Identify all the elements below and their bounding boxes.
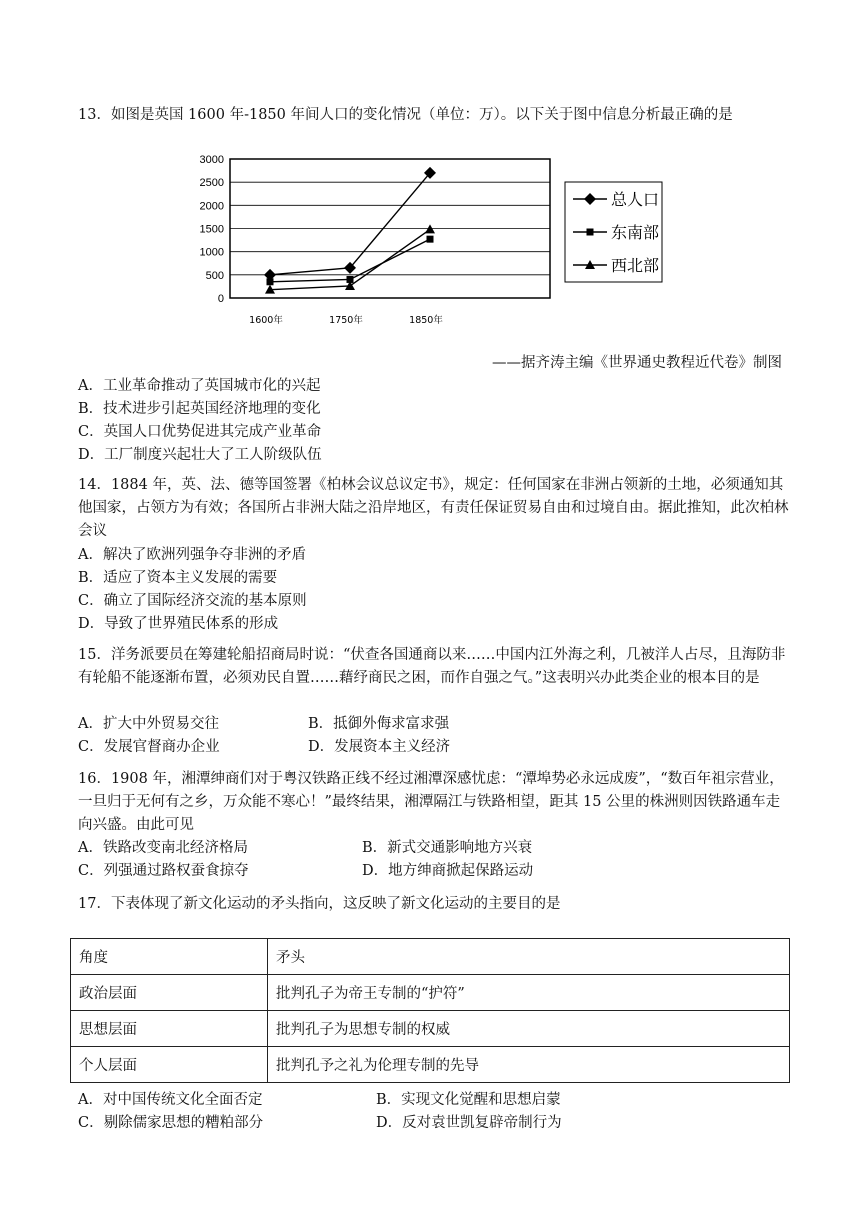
q13-option-d[interactable]: D．工厂制度兴起壮大了工人阶级队伍 — [78, 447, 322, 463]
x-tick-label: 1600年 — [249, 315, 283, 326]
q14-option-a[interactable]: A．解决了欧洲列强争夺非洲的矛盾 — [78, 547, 306, 563]
q17-option-a[interactable]: A．对中国传统文化全面否定 — [78, 1092, 263, 1108]
q16-option-c[interactable]: C．列强通过路权蚕食掠夺 — [78, 863, 249, 879]
q13-option-a[interactable]: A．工业革命推动了英国城市化的兴起 — [78, 378, 321, 394]
q17-option-d[interactable]: D．反对袁世凯复辟帝制行为 — [376, 1115, 562, 1131]
table-header-angle: 角度 — [71, 939, 268, 975]
q16-option-b[interactable]: B．新式交通影响地方兴衰 — [362, 840, 533, 856]
table-cell: 批判孔子为思想专制的权威 — [268, 1011, 790, 1047]
q15-stem: 15．洋务派要员在筹建轮船招商局时说：“伏查各国通商以来……中国内江外海之利，几被洋人占尽，且海防非有轮船不能逐渐布置，必须劝民自置……藉纾商民之困，而作自强之气。”这表明兴办此类企业的根本目的是 — [78, 647, 786, 686]
x-tick-label: 1850年 — [409, 315, 443, 326]
table-cell: 个人层面 — [71, 1047, 268, 1083]
q16-stem: 16．1908 年，湘潭绅商们对于粤汉铁路正线不经过湘潭深感忧虑：“潭埠势必永远成废”，“数百年祖宗营业，一旦归于无何有之乡，万众能不寒心！”最终结果，湘潭隔江与铁路相望，距其 15 公里的株洲则因铁路通车走向兴盛。由此可见 — [78, 771, 784, 833]
y-tick-label: 500 — [205, 269, 224, 282]
x-tick-label: 1750年 — [329, 315, 363, 326]
q17-option-b[interactable]: B．实现文化觉醒和思想启蒙 — [376, 1092, 561, 1108]
q17-table — [70, 938, 790, 1083]
q16-option-a[interactable]: A．铁路改变南北经济格局 — [78, 840, 248, 856]
table-cell: 批判孔予之礼为伦理专制的先导 — [268, 1047, 790, 1083]
table-cell: 批判孔子为帝王专制的“护符” — [268, 975, 790, 1011]
q17-stem: 17．下表体现了新文化运动的矛头指向，这反映了新文化运动的主要目的是 — [78, 896, 561, 912]
data-point — [267, 278, 274, 285]
data-point — [427, 236, 434, 243]
legend-label: 西北部 — [611, 256, 660, 275]
population-line-chart — [188, 148, 688, 333]
table-header-target: 矛头 — [268, 939, 790, 975]
q15-option-a[interactable]: A．扩大中外贸易交往 — [78, 716, 219, 732]
legend-marker — [587, 229, 594, 236]
q17-option-c[interactable]: C．剔除儒家思想的糟粕部分 — [78, 1115, 264, 1131]
y-tick-label: 2500 — [199, 177, 224, 190]
q13-source: ——据齐涛主编《世界通史教程近代卷》制图 — [492, 355, 782, 371]
q15-option-b[interactable]: B．抵御外侮求富求强 — [308, 716, 450, 732]
y-tick-label: 3000 — [199, 154, 224, 166]
y-tick-label: 0 — [217, 293, 224, 305]
q14-option-b[interactable]: B．适应了资本主义发展的需要 — [78, 570, 278, 586]
y-tick-label: 1500 — [199, 223, 224, 236]
q16-option-d[interactable]: D．地方绅商掀起保路运动 — [362, 863, 534, 879]
q15-option-d[interactable]: D．发展资本主义经济 — [308, 739, 451, 755]
q13-option-c[interactable]: C．英国人口优势促进其完成产业革命 — [78, 424, 322, 440]
q14-option-d[interactable]: D．导致了世界殖民体系的形成 — [78, 616, 279, 632]
table-row — [71, 1047, 790, 1083]
q15-option-c[interactable]: C．发展官督商办企业 — [78, 739, 220, 755]
q13-option-b[interactable]: B．技术进步引起英国经济地理的变化 — [78, 401, 321, 417]
q14-stem: 14．1884 年，英、法、德等国签署《柏林会议总议定书》，规定：任何国家在非洲占领新的土地，必须通知其他国家，占领方为有效；各国所占非洲大陆之沿岸地区，有责任保证贸易自由和过境自由。据此推知，此次柏林会议 — [78, 477, 789, 539]
legend-label: 总人口 — [611, 190, 660, 209]
q14-option-c[interactable]: C．确立了国际经济交流的基本原则 — [78, 593, 307, 609]
table-cell: 政治层面 — [71, 975, 268, 1011]
y-tick-label: 1000 — [199, 246, 224, 259]
q13-stem: 13．如图是英国 1600 年-1850 年间人口的变化情况（单位：万）。以下关于图中信息分析最正确的是 — [78, 107, 733, 123]
table-row — [71, 1011, 790, 1047]
table-cell: 思想层面 — [71, 1011, 268, 1047]
legend-label: 东南部 — [611, 223, 660, 242]
y-tick-label: 2000 — [199, 200, 224, 213]
table-header-row — [71, 939, 790, 975]
table-row — [71, 975, 790, 1011]
